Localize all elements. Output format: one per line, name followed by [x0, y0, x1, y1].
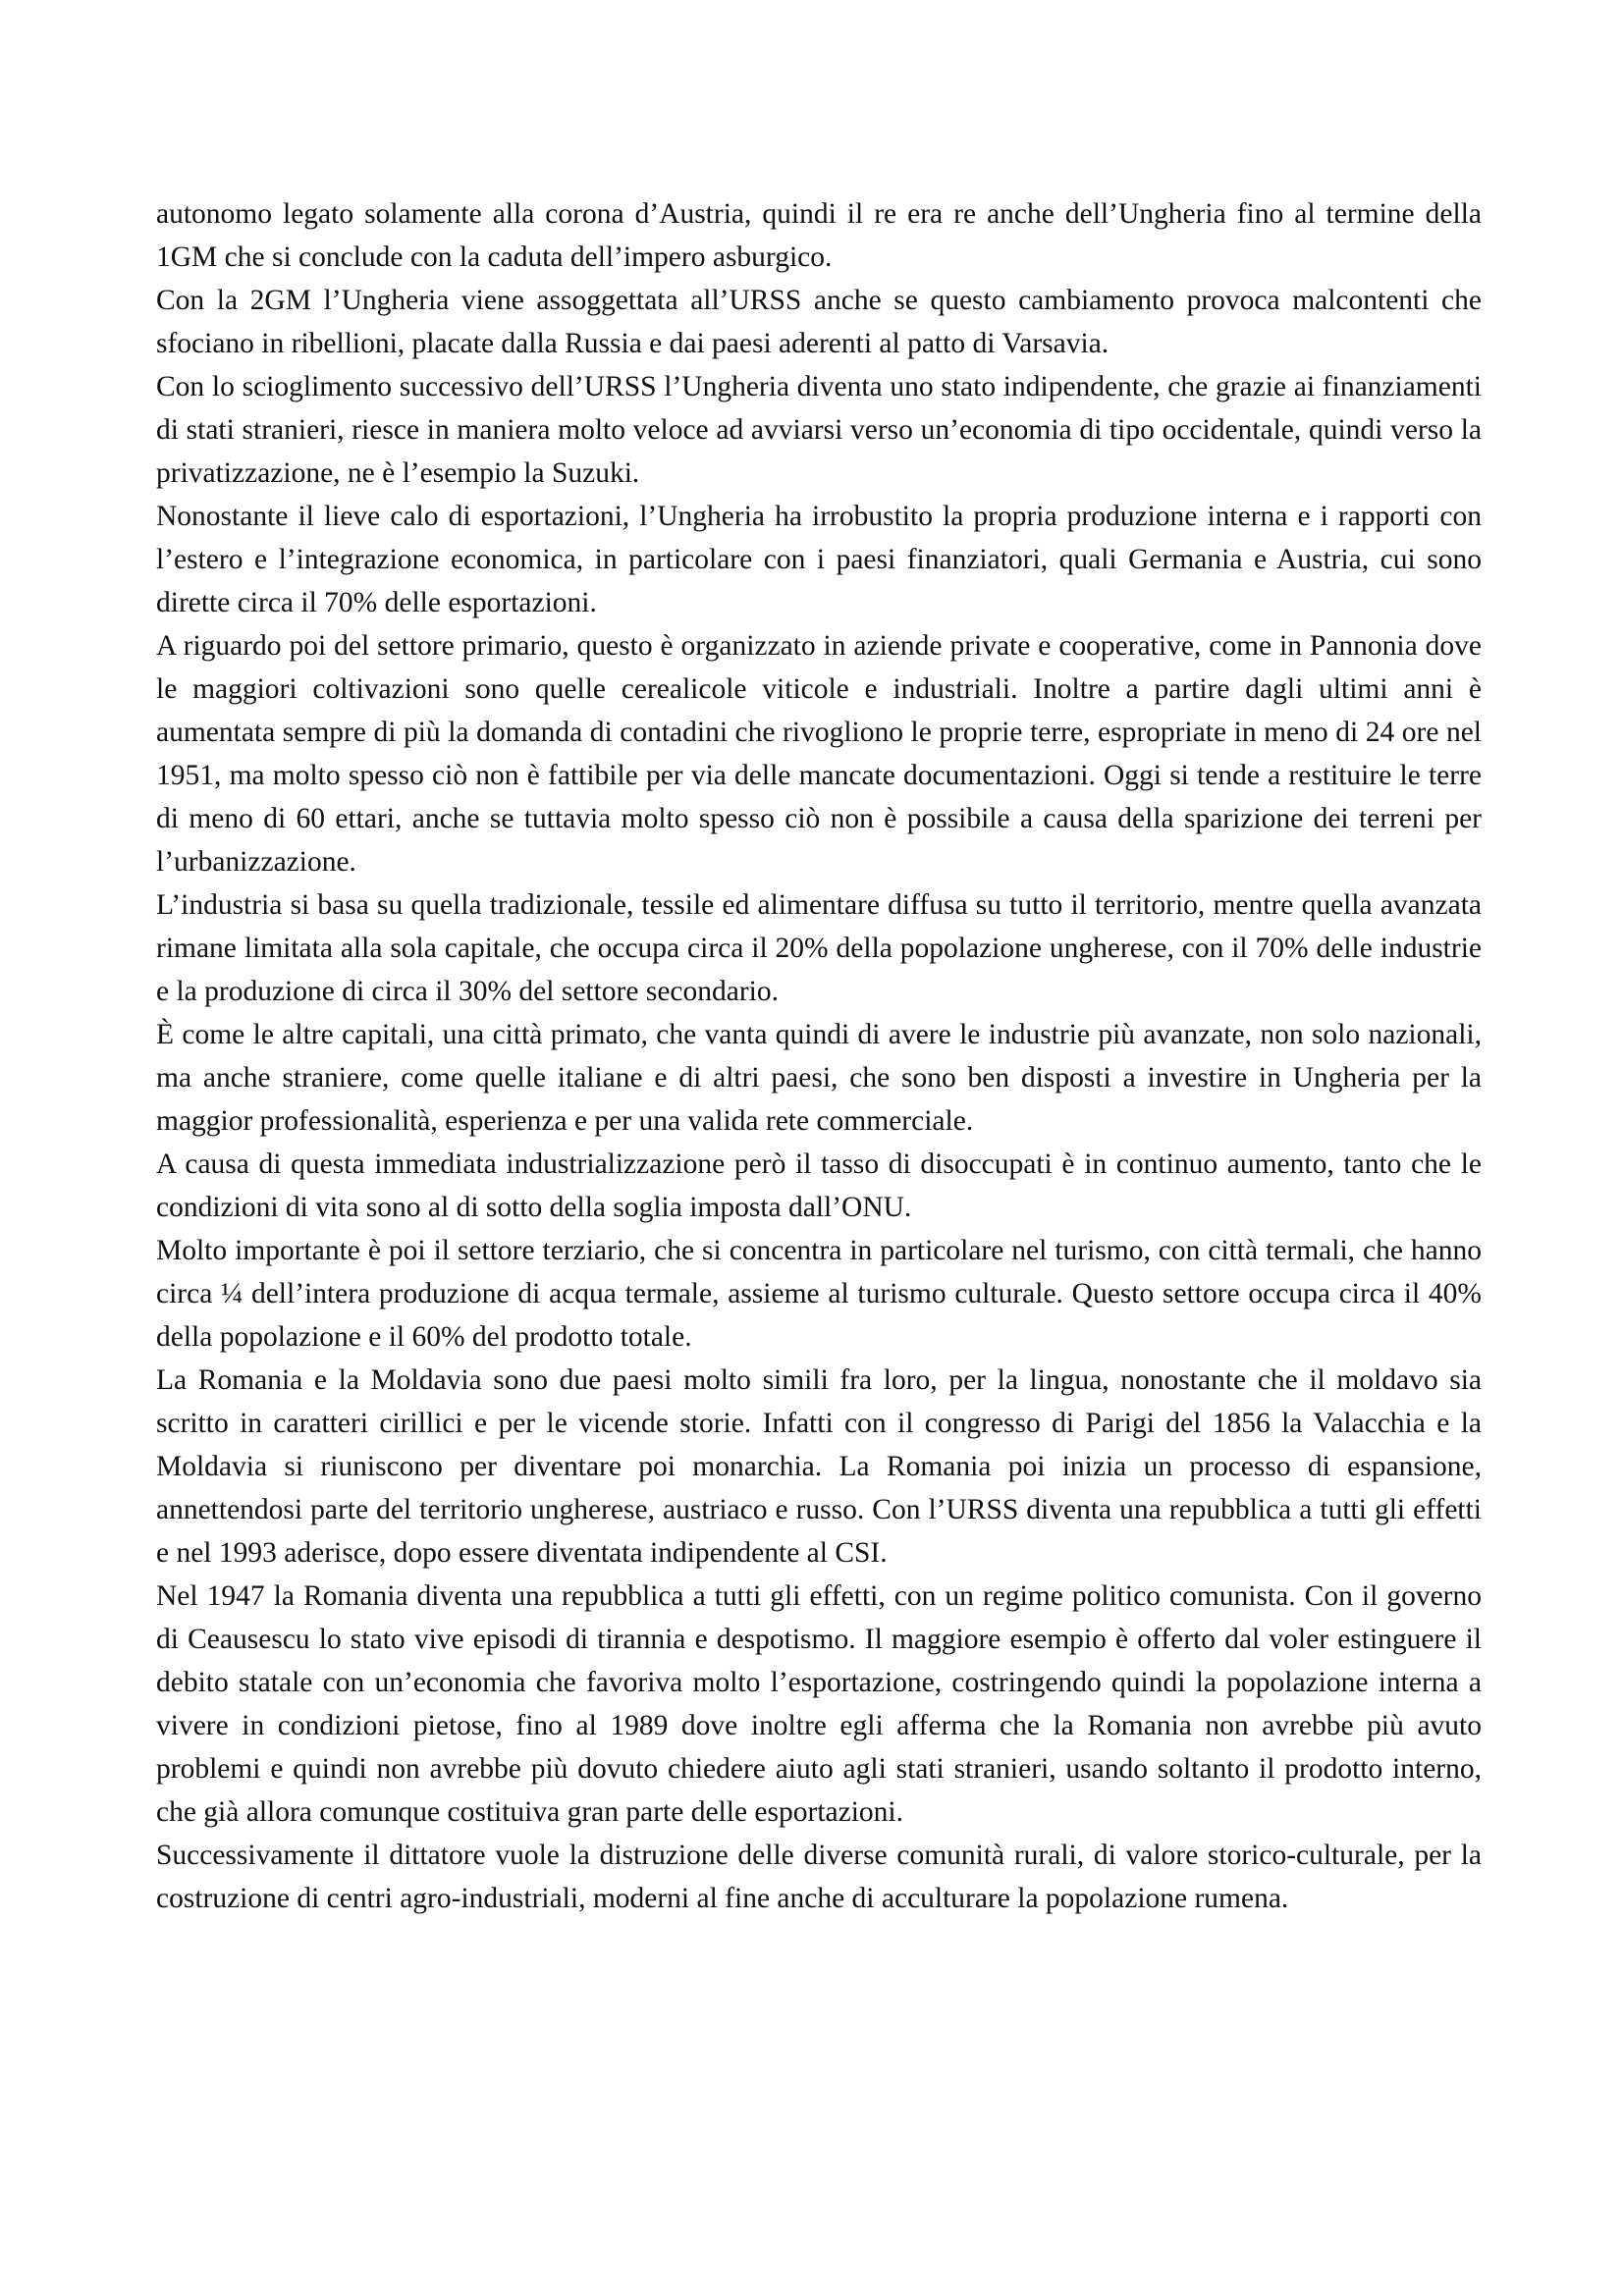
paragraph-ussr-subjugation: Con la 2GM l’Ungheria viene assoggettata all’URSS anche se questo cambiamento provoca malcontenti che sfociano in ribellioni, placate dalla Russia e dai paesi aderenti al patto di Varsavia.	[156, 285, 1482, 359]
paragraph-industry: L’industria si basa su quella tradizionale, tessile ed alimentare diffusa su tutto il territorio, mentre quella avanzata rimane limitata alla sola capitale, che occupa circa il 20% della popolazione ungherese, con il 70% delle industrie e la produzione di circa il 30% del settore secondario.	[156, 889, 1482, 1007]
document-body	[156, 192, 1482, 1920]
paragraph-tertiary-sector: Molto importante è poi il settore terziario, che si concentra in particolare nel turismo, con città termali, che hanno circa ¼ dell’intera produzione di acqua termale, assieme al turismo culturale. Questo settore occupa circa il 40% della popolazione e il 60% del prodotto totale.	[156, 1235, 1482, 1353]
paragraph-unemployment: A causa di questa immediata industrializzazione però il tasso di disoccupati è in continuo aumento, tanto che le condizioni di vita sono al di sotto della soglia imposta dall’ONU.	[156, 1148, 1482, 1223]
paragraph-rural-destruction: Successivamente il dittatore vuole la distruzione delle diverse comunità rurali, di valore storico-culturale, per la costruzione di centri agro-industriali, moderni al fine anche di acculturare la popolazione rumena.	[156, 1840, 1482, 1914]
paragraph-capital-city: È come le altre capitali, una città primato, che vanta quindi di avere le industrie più avanzate, non solo nazionali, ma anche straniere, come quelle italiane e di altri paesi, che sono ben disposti a investire in Ungheria per la maggior professionalità, esperienza e per una valida rete commerciale.	[156, 1019, 1482, 1137]
paragraph-romania-moldavia: La Romania e la Moldavia sono due paesi molto simili fra loro, per la lingua, nonostante che il moldavo sia scritto in caratteri cirillici e per le vicende storie. Infatti con il congresso di Parigi del 1856 la Valacchia e la Moldavia si riuniscono per diventare poi monarchia. La Romania poi inizia un processo di espansione, annettendosi parte del territorio ungherese, austriaco e russo. Con l’URSS diventa una repubblica a tutti gli effetti e nel 1993 aderisce, dopo essere diventata indipendente al CSI.	[156, 1364, 1482, 1569]
paragraph-independence: Con lo scioglimento successivo dell’URSS l’Ungheria diventa uno stato indipendente, che grazie ai finanziamenti di stati stranieri, riesce in maniera molto veloce ad avviarsi verso un’economia di tipo occidentale, quindi verso la privatizzazione, ne è l’esempio la Suzuki.	[156, 371, 1482, 489]
paragraph-austria-crown: autonomo legato solamente alla corona d’Austria, quindi il re era re anche dell’Ungheria fino al termine della 1GM che si conclude con la caduta dell’impero asburgico.	[156, 198, 1482, 273]
paragraph-ceausescu: Nel 1947 la Romania diventa una repubblica a tutti gli effetti, con un regime politico comunista. Con il governo di Ceausescu lo stato vive episodi di tirannia e despotismo. Il maggiore esempio è offerto dal voler estinguere il debito statale con un’economia che favoriva molto l’esportazione, costringendo quindi la popolazione interna a vivere in condizioni pietose, fino al 1989 dove inoltre egli afferma che la Romania non avrebbe più avuto problemi e quindi non avrebbe più dovuto chiedere aiuto agli stati stranieri, usando soltanto il prodotto interno, che già allora comunque costituiva gran parte delle esportazioni.	[156, 1580, 1482, 1828]
paragraph-primary-sector: A riguardo poi del settore primario, questo è organizzato in aziende private e cooperative, come in Pannonia dove le maggiori coltivazioni sono quelle cerealicole viticole e industriali. Inoltre a partire dagli ultimi anni è aumentata sempre di più la domanda di contadini che rivogliono le proprie terre, espropriate in meno di 24 ore nel 1951, ma molto spesso ciò non è fattibile per via delle mancate documentazioni. Oggi si tende a restituire le terre di meno di 60 ettari, anche se tuttavia molto spesso ciò non è possibile a causa della sparizione dei terreni per l’urbanizzazione.	[156, 630, 1482, 878]
paragraph-exports: Nonostante il lieve calo di esportazioni, l’Ungheria ha irrobustito la propria produzione interna e i rapporti con l’estero e l’integrazione economica, in particolare con i paesi finanziatori, quali Germania e Austria, cui sono dirette circa il 70% delle esportazioni.	[156, 501, 1482, 618]
